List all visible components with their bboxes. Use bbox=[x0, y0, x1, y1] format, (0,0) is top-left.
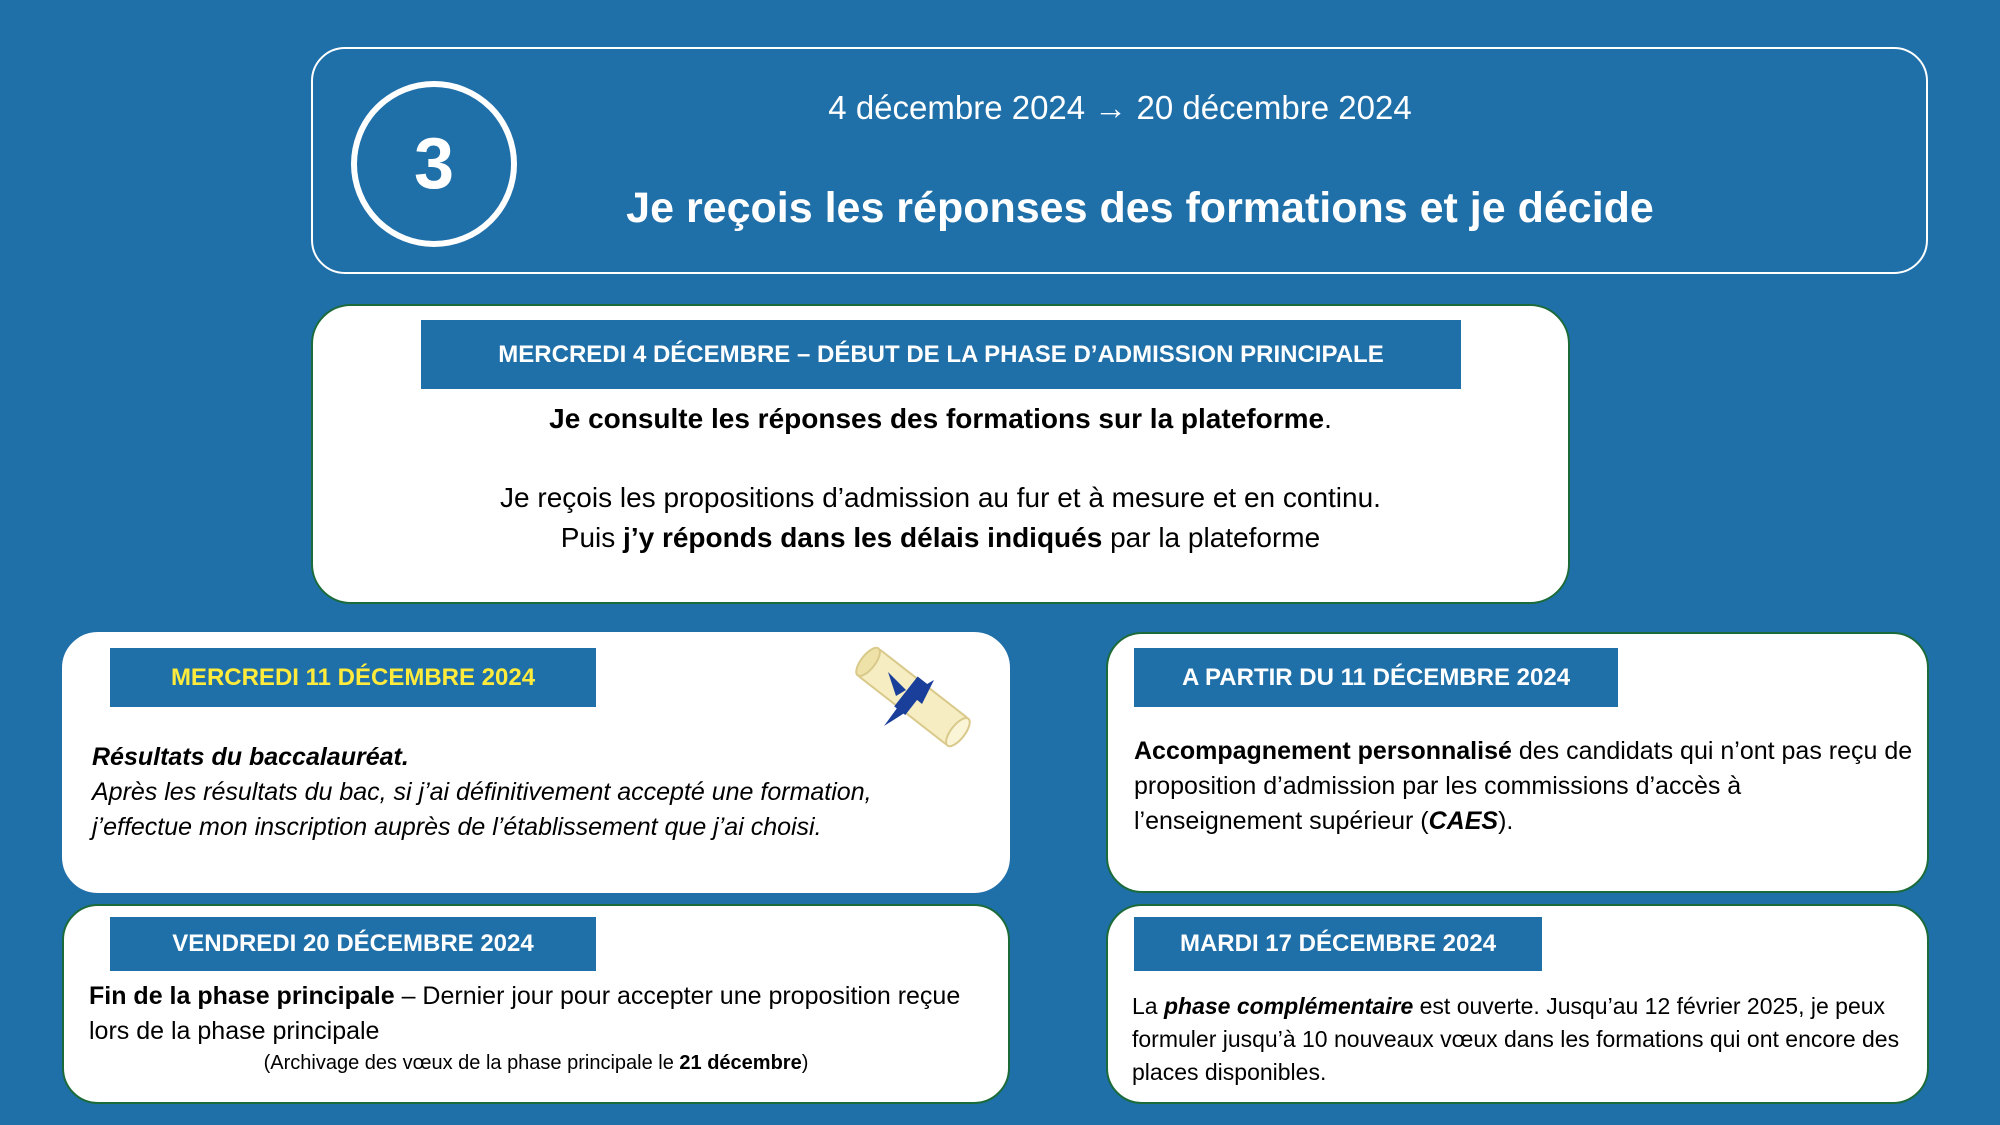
main-phase-text bbox=[311, 478, 1570, 558]
step-number-badge bbox=[351, 81, 517, 247]
page-title: Je reçois les réponses des formations et je décide bbox=[626, 184, 1654, 232]
complementary-phase-text bbox=[1132, 990, 1922, 1089]
fin-note-end: ) bbox=[801, 1052, 809, 1074]
main-phase-banner: MERCREDI 4 DÉCEMBRE – DÉBUT DE LA PHASE D’ADMISSION PRINCIPALE bbox=[421, 320, 1461, 389]
main-line3-bold: j’y réponds dans les délais indiqués bbox=[623, 522, 1103, 553]
main-line3-start: Puis bbox=[560, 522, 624, 553]
fin-body: – Dernier jour pour accepter une proposition reçue lors de la phase principale bbox=[89, 982, 961, 1045]
caes-bold: Accompagnement personnalisé bbox=[1134, 737, 1512, 765]
end-main-phase-banner: VENDREDI 20 DÉCEMBRE 2024 bbox=[110, 917, 596, 971]
main-line1-end: . bbox=[1324, 403, 1332, 434]
complementary-phase-banner: MARDI 17 DÉCEMBRE 2024 bbox=[1134, 917, 1542, 971]
comp-start: La bbox=[1132, 993, 1164, 1019]
fin-note-start: (Archivage des vœux de la phase principale le bbox=[263, 1052, 680, 1074]
comp-bold: phase complémentaire bbox=[1163, 993, 1414, 1019]
bac-results-banner: MERCREDI 11 DÉCEMBRE 2024 bbox=[110, 648, 596, 707]
bac-line1: Après les résultats du bac, si j’ai définitivement accepté une formation, bbox=[92, 778, 872, 806]
bac-results-text bbox=[92, 740, 952, 845]
caes-text bbox=[1134, 734, 1914, 839]
caes-end: ). bbox=[1498, 807, 1514, 835]
main-phase-line1 bbox=[311, 400, 1570, 438]
step-number: 3 bbox=[413, 124, 455, 204]
caes-banner: A PARTIR DU 11 DÉCEMBRE 2024 bbox=[1134, 648, 1618, 707]
comp-body: est ouverte. Jusqu’au 12 février 2025, je peux formuler jusqu’à 10 nouveaux vœux dans les formations qui ont encore des places disponibles. bbox=[1132, 993, 1900, 1085]
main-line1-bold: Je consulte les réponses des formations sur la plateforme bbox=[549, 403, 1325, 434]
bac-title: Résultats du baccalauréat. bbox=[92, 743, 409, 771]
caes-acronym: CAES bbox=[1428, 807, 1499, 835]
caes-body: des candidats qui n’ont pas reçu de proposition d’admission par les commissions d’accès à l’enseignement supérieur ( bbox=[1134, 737, 1913, 835]
end-main-phase-text bbox=[89, 979, 969, 1049]
bac-line2: j’effectue mon inscription auprès de l’établissement que j’ai choisi. bbox=[92, 813, 822, 841]
fin-note-bold: 21 décembre bbox=[679, 1052, 802, 1074]
fin-bold: Fin de la phase principale bbox=[89, 982, 395, 1010]
end-main-phase-note bbox=[62, 1049, 1010, 1077]
main-line3 bbox=[311, 518, 1570, 558]
main-line2: Je reçois les propositions d’admission au fur et à mesure et en continu. bbox=[500, 482, 1381, 513]
main-line3-end: par la plateforme bbox=[1102, 522, 1321, 553]
header-frame bbox=[311, 47, 1928, 274]
date-range: 4 décembre 2024 → 20 décembre 2024 bbox=[828, 89, 1412, 126]
diploma-icon bbox=[848, 642, 978, 752]
